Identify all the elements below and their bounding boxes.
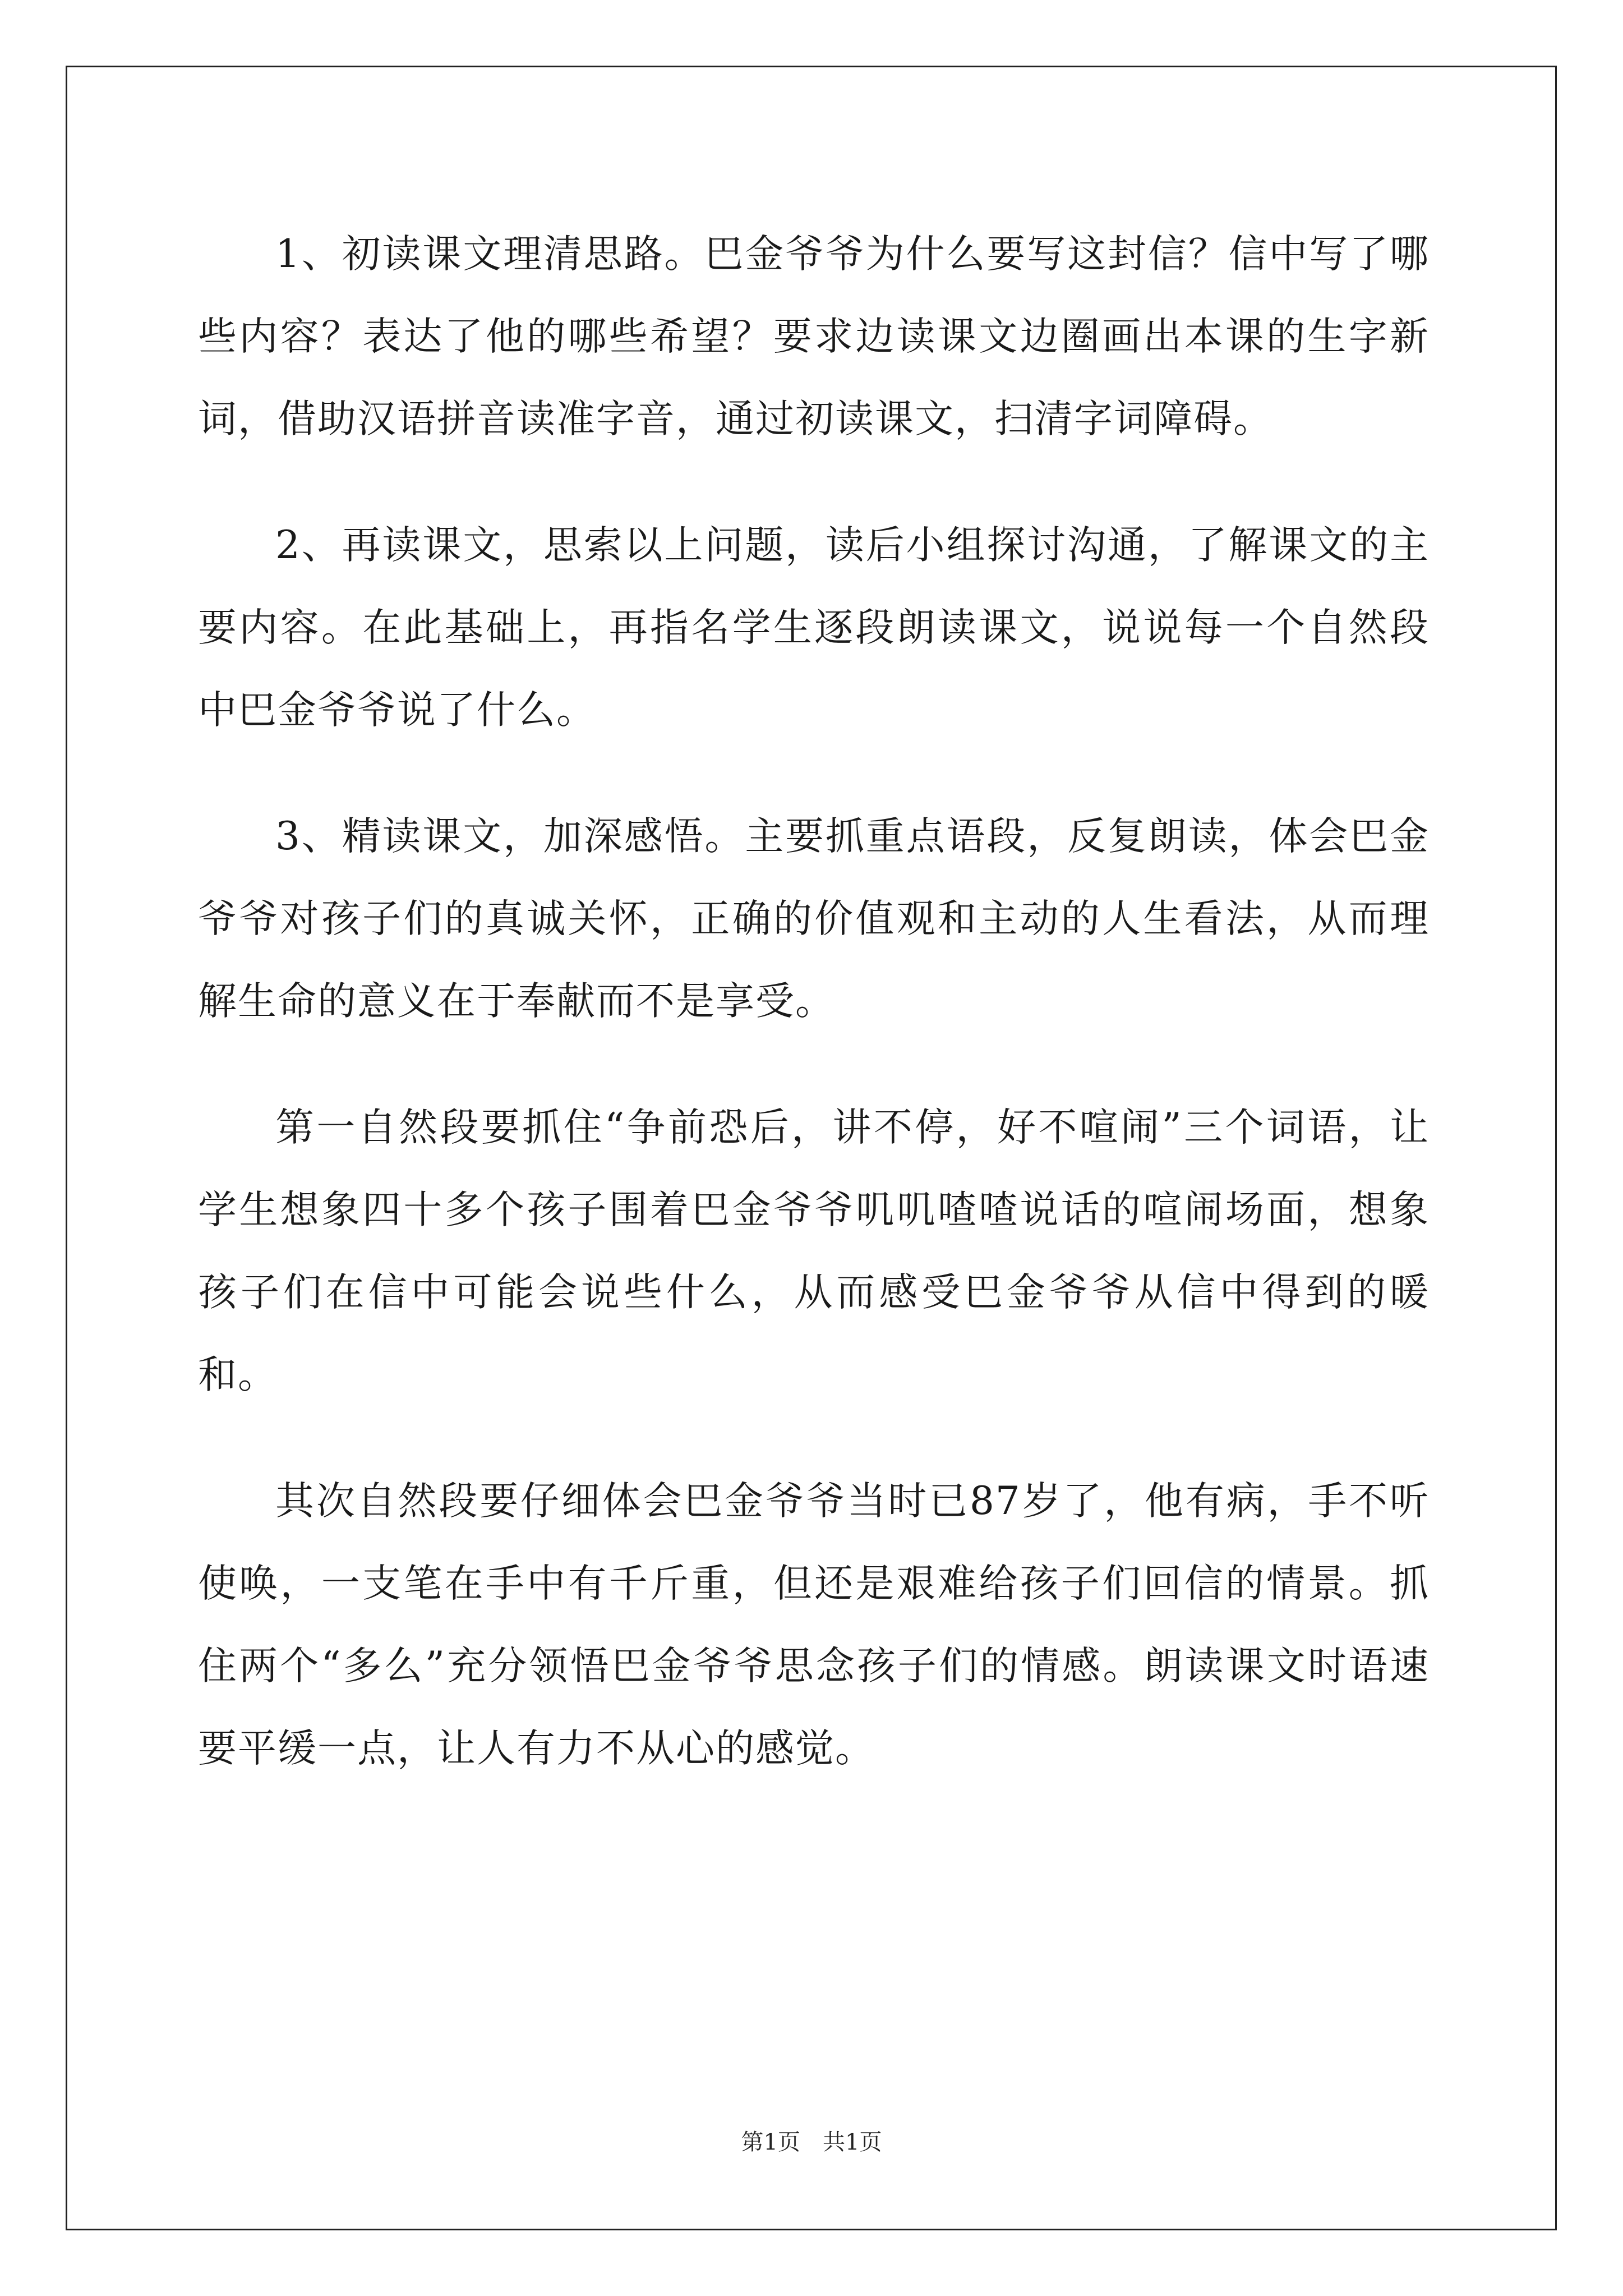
document-body — [198, 213, 1430, 1834]
page-number: 第1页 — [741, 2129, 800, 2155]
paragraph-4: 第一自然段要抓住“争前恐后，讲不停，好不喧闹”三个词语，让学生想象四十多个孩子围着巴金爷爷叽叽喳喳说话的喧闹场面，想象孩子们在信中可能会说些什么，从而感受巴金爷爷从信中得到的暖和。 — [198, 1105, 1430, 1397]
paragraph-2: 2、再读课文，思索以上问题，读后小组探讨沟通，了解课文的主要内容。在此基础上，再指名学生逐段朗读课文，说说每一个自然段中巴金爷爷说了什么。 — [198, 523, 1430, 733]
paragraph-1: 1、初读课文理清思路。巴金爷爷为什么要写这封信？信中写了哪些内容？表达了他的哪些希望？要求边读课文边圈画出本课的生字新词，借助汉语拼音读准字音，通过初读课文，扫清字词障碍。 — [198, 232, 1430, 441]
paragraph-5: 其次自然段要仔细体会巴金爷爷当时已87岁了，他有病，手不听使唤，一支笔在手中有千斤重，但还是艰难给孩子们回信的情景。抓住两个“多么”充分领悟巴金爷爷思念孩子们的情感。朗读课文时语速要平缓一点，让人有力不从心的感觉。 — [198, 1479, 1430, 1771]
page-footer — [0, 2124, 1623, 2156]
page-total: 共1页 — [823, 2129, 882, 2155]
paragraph-3: 3、精读课文，加深感悟。主要抓重点语段，反复朗读，体会巴金爷爷对孩子们的真诚关怀，正确的价值观和主动的人生看法，从而理解生命的意义在于奉献而不是享受。 — [198, 814, 1430, 1024]
